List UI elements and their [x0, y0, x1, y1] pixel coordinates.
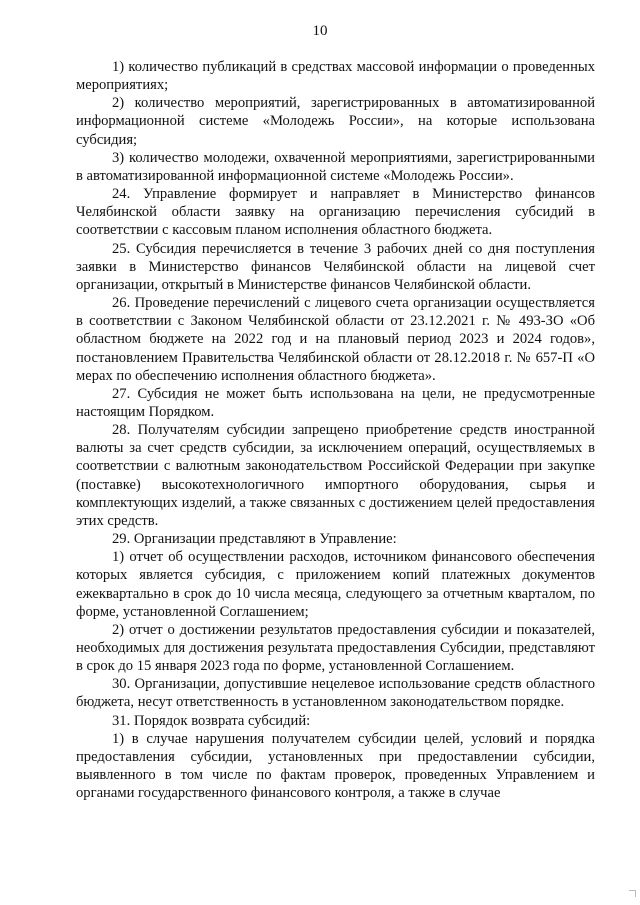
paragraph-28: 28. Получателям субсидии запрещено приобретение средств иностранной валюты за счет средств субсидии, за исключением операций, осуществляемых в соответствии с валютным законодательством Российской Федерации при закупке (поставке) высокотехнологичного импортного оборудования, сырья и комплектующих изделий, а также связанных с достижением целей предоставления этих средств.: [76, 422, 595, 529]
paragraph-29: 29. Организации представляют в Управление:: [112, 531, 397, 548]
scan-edge-mark: [629, 890, 636, 897]
paragraph-item-3-youth: 3) количество молодежи, охваченной мероприятиями, зарегистрированными в автоматизированной информационной системе «Молодежь России».: [76, 149, 595, 184]
paragraph-25: 25. Субсидия перечисляется в течение 3 рабочих дней со дня поступления заявки в Министерство финансов Челябинской области на лицевой счет организации, открытый в Министерстве финансов Челябинской области.: [76, 240, 595, 293]
paragraph-item-1-publications: 1) количество публикаций в средствах массовой информации о проведенных мероприятиях;: [76, 59, 595, 94]
paragraph-29-item-1: 1) отчет об осуществлении расходов, источником финансового обеспечения которых является субсидия, с приложением копий платежных документов ежеквартально в срок до 10 числа месяца, следующего за отчетным кварталом, по форме, установленной Соглашением;: [76, 549, 595, 620]
document-body: [76, 58, 595, 802]
paragraph-31: 31. Порядок возврата субсидий:: [112, 712, 311, 729]
paragraph-29-item-2: 2) отчет о достижении результатов предоставления субсидии и показателей, необходимых для достижения результата предоставления Субсидии, представляют в срок до 15 января 2023 года по форме, установленной Соглашением.: [76, 621, 595, 675]
paragraph-item-2-events: 2) количество мероприятий, зарегистрированных в автоматизированной информационной системе «Молодежь России», на которые использована субсидия;: [76, 95, 595, 148]
paragraph-30: 30. Организации, допустившие нецелевое использование средств областного бюджета, несут ответственность в установленном законодательством порядке.: [76, 676, 595, 711]
paragraph-26: 26. Проведение перечислений с лицевого счета организации осуществляется в соответствии с Законом Челябинской области от 23.12.2021 г. № 493-ЗО «Об областном бюджете на 2022 год и на плановый период 2023 и 2024 годов», постановлением Правительства Челябинской области от 28.12.2018 г. № 657-П «О мерах по обеспечению исполнения областного бюджета».: [76, 295, 595, 384]
paragraph-24: 24. Управление формирует и направляет в Министерство финансов Челябинской области заявку на организацию перечисления субсидий в соответствии с кассовым планом исполнения областного бюджета.: [76, 186, 595, 239]
page-number: 10: [312, 23, 328, 39]
paragraph-31-item-1: 1) в случае нарушения получателем субсидии целей, условий и порядка предоставления субсидии, установленных при предоставлении субсидии, выявленного в том числе по фактам проверок, проведенных Управлением и органами государственного финансового контроля, а также в случае: [76, 730, 595, 802]
paragraph-27: 27. Субсидия не может быть использована на цели, не предусмотренные настоящим Порядком.: [76, 385, 595, 420]
